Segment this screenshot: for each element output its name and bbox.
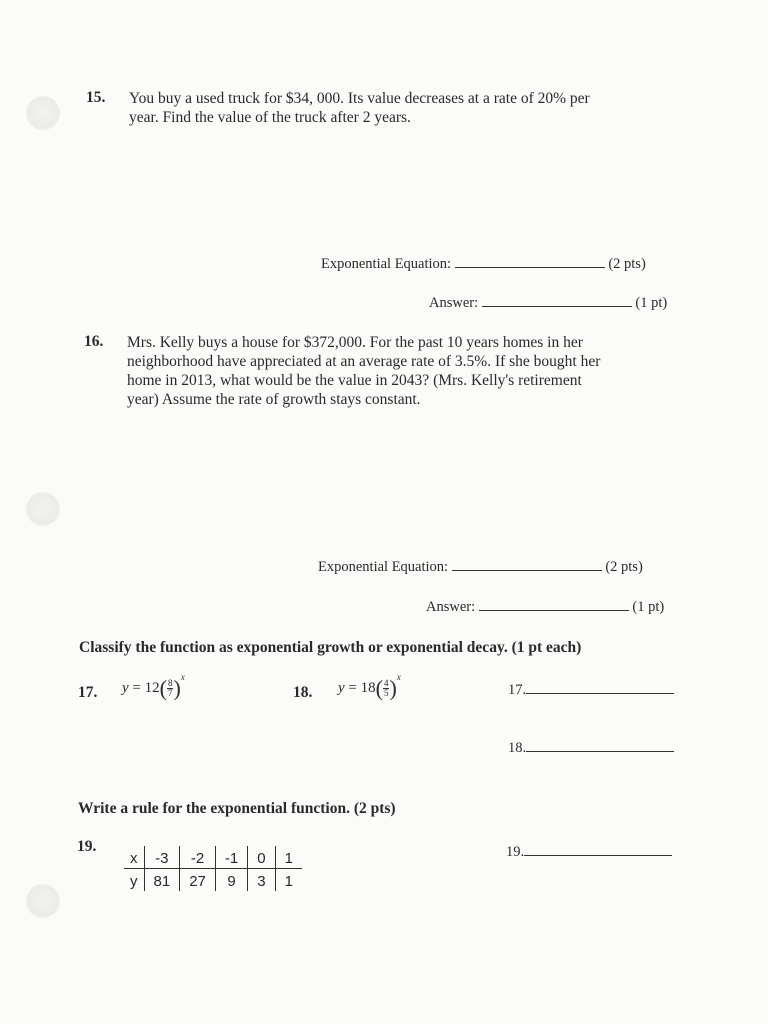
q16-text-line4: year) Assume the rate of growth stays constant.: [127, 391, 421, 408]
q18-exponent: x: [396, 672, 401, 682]
q15-equation-pts: (2 pts): [608, 256, 646, 272]
q15-answer-pts: (1 pt): [635, 295, 668, 311]
q17-number: 17.: [78, 684, 98, 701]
q15-equation-label: Exponential Equation:: [321, 256, 452, 272]
q19-answer-row: [506, 843, 672, 861]
q19-xy-table: [124, 846, 302, 891]
q19-table-wrap: [124, 846, 302, 891]
q19-y-label: y: [124, 869, 144, 892]
q16-text-line3: home in 2013, what would be the value in 2043? (Mrs. Kelly's retirement: [127, 372, 582, 389]
punch-hole-bottom: [26, 884, 60, 918]
q17-answer-label: 17.: [508, 682, 527, 698]
q16-equation-blank[interactable]: [452, 558, 602, 571]
q16-answer-label: Answer:: [426, 599, 476, 615]
q17-equation: y = 12( $\frac{8}{7}$ )$^x$: [122, 672, 185, 701]
q18-number: 18.: [293, 684, 313, 701]
q17-fraction-den: 7: [167, 688, 173, 699]
q19-answer-blank[interactable]: [524, 843, 672, 856]
q15-equation-row: [321, 255, 646, 273]
q17-answer-row: [508, 681, 674, 699]
q16-text-line1: Mrs. Kelly buys a house for $372,000. For the past 10 years homes in her: [127, 334, 583, 351]
q19-x-cell: 1: [275, 846, 302, 869]
q18-equation: y = 18( $\frac{4}{5}$ )$^x$: [338, 672, 401, 701]
q15-text-line2: year. Find the value of the truck after 2 years.: [129, 109, 411, 126]
q19-answer-label: 19.: [506, 844, 525, 860]
q18-answer-label: 18.: [508, 740, 527, 756]
q16-equation-label: Exponential Equation:: [318, 559, 449, 575]
rule-heading: Write a rule for the exponential function. (2 pts): [78, 800, 396, 817]
classify-heading: Classify the function as exponential growth or exponential decay. (1 pt each): [79, 639, 582, 656]
q15-number: 15.: [86, 89, 106, 106]
q19-x-cell: -3: [144, 846, 180, 869]
q18-answer-blank[interactable]: [526, 739, 674, 752]
q15-equation-blank[interactable]: [455, 255, 605, 268]
q16-text-line2: neighborhood have appreciated at an average rate of 3.5%. If she bought her: [127, 353, 601, 370]
q16-answer-blank[interactable]: [479, 598, 629, 611]
q16-answer-pts: (1 pt): [632, 599, 665, 615]
q19-x-cell: -1: [215, 846, 247, 869]
q18-coef: 18: [360, 680, 376, 696]
q19-x-cell: 0: [248, 846, 275, 869]
q19-number: 19.: [77, 838, 97, 855]
q18-lhs: y: [338, 680, 345, 696]
q17-coef: 12: [144, 680, 160, 696]
punch-hole-top: [26, 96, 60, 130]
q17-lhs: y: [122, 680, 129, 696]
q19-y-cell: 9: [215, 869, 247, 892]
q19-x-row: [124, 846, 302, 869]
q18-answer-row: [508, 739, 674, 757]
q15-text-line1: You buy a used truck for $34, 000. Its value decreases at a rate of 20% per: [129, 90, 590, 107]
q16-text: [127, 333, 697, 409]
q19-y-row: [124, 869, 302, 892]
q18-fraction-den: 5: [383, 688, 389, 699]
q19-y-cell: 81: [144, 869, 180, 892]
q16-equation-row: [318, 558, 643, 576]
q18-fraction-num: 4: [383, 678, 389, 689]
q16-equation-pts: (2 pts): [605, 559, 643, 575]
q19-y-cell: 27: [180, 869, 216, 892]
q16-answer-row: [426, 598, 664, 616]
q19-y-cell: 1: [284, 872, 293, 890]
q16-number: 16.: [84, 333, 104, 350]
punch-hole-middle: [26, 492, 60, 526]
q15-answer-label: Answer:: [429, 295, 479, 311]
q17-exponent: x: [180, 672, 185, 682]
q15-text: [129, 89, 689, 127]
q17-answer-blank[interactable]: [526, 681, 674, 694]
q15-answer-blank[interactable]: [482, 294, 632, 307]
q19-x-cell: -2: [180, 846, 216, 869]
q19-y-cell: 3: [248, 869, 275, 892]
q17-fraction-num: 8: [167, 678, 173, 689]
q15-answer-row: [429, 294, 667, 312]
q19-x-label: x: [124, 846, 144, 869]
